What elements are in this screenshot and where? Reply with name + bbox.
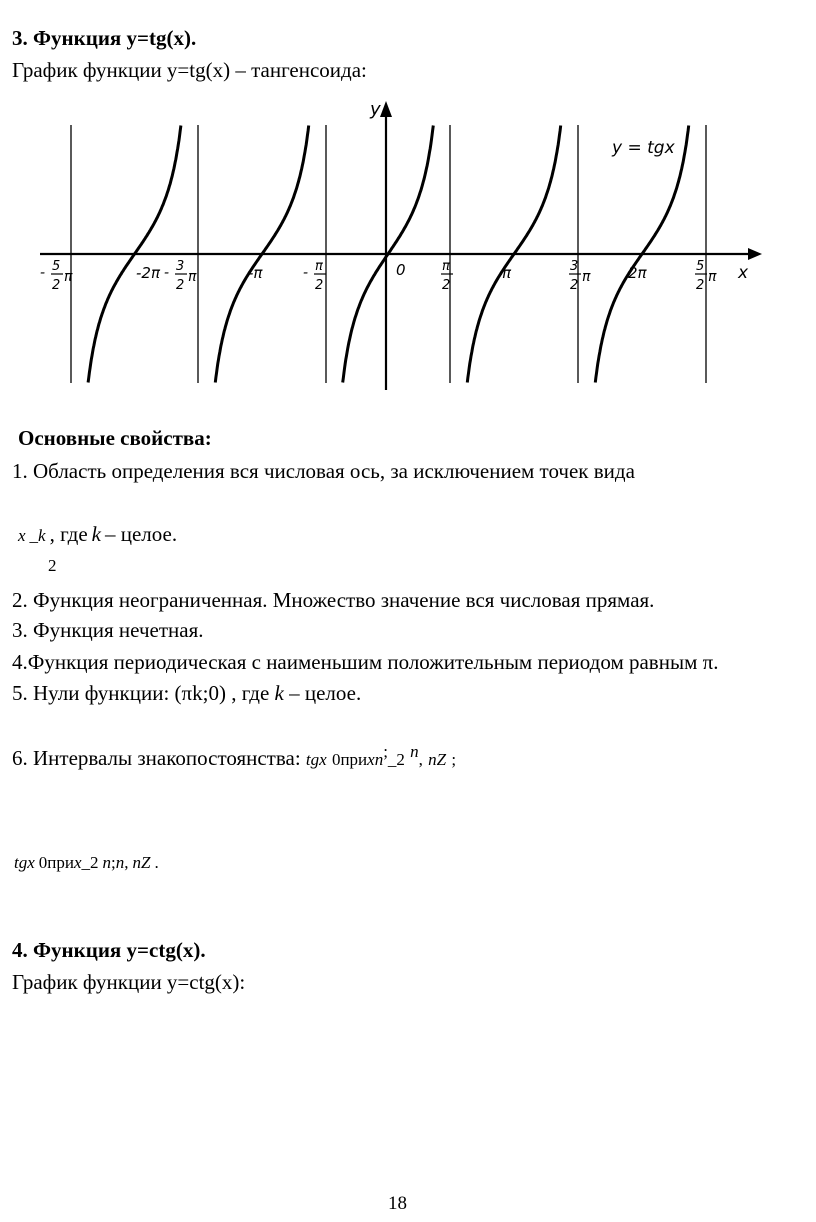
formula-n: n (428, 750, 437, 769)
property-5-text-end: – целое. (289, 681, 362, 705)
property-5-k: k (274, 681, 284, 705)
formula-tgx: tgx (305, 750, 327, 769)
formula-domain (18, 522, 177, 547)
y-axis-label: y (370, 99, 381, 120)
tick-label: 2π (628, 264, 647, 282)
formula-text: ; (451, 750, 457, 769)
formula-tgx: tgx (14, 853, 35, 872)
property-1: 1. Область определения вся числовая ось, за исключением точек вида (12, 459, 635, 483)
tick-label: -2π (136, 264, 160, 282)
fraction-part: π (708, 269, 717, 285)
property-5-text: 5. Нули функции: (πk;0) , где (12, 681, 270, 705)
x-axis-arrow (748, 248, 762, 260)
fraction-part: 2 (176, 278, 185, 293)
fraction-tick-label (441, 259, 453, 293)
formula-x: x (18, 526, 26, 545)
fraction-part: 2 (570, 278, 579, 293)
x-axis-label: x (738, 263, 749, 283)
fraction-part: - (164, 265, 170, 281)
tangent-graph (30, 95, 770, 395)
fraction-part: π (64, 269, 73, 285)
fraction-bar: _ (29, 526, 39, 545)
fraction-tick-label (569, 259, 591, 293)
section4-intro: График функции y=ctg(x): (12, 970, 246, 994)
fraction-part: - (40, 265, 46, 281)
function-label: y = tgx (612, 138, 675, 158)
property-6 (12, 742, 457, 771)
tick-label: π (502, 264, 512, 282)
section4-heading: 4. Функция y=ctg(x). (12, 938, 206, 962)
formula-text: , где (49, 522, 88, 546)
formula-n: n (115, 853, 125, 872)
formula-text: , (124, 853, 129, 872)
formula-text: _2 (81, 853, 99, 872)
fraction-part: 2 (442, 278, 451, 293)
formula-Z: Z (141, 853, 151, 872)
fraction-tick-label (40, 259, 73, 293)
fraction-part: 5 (696, 259, 705, 274)
page-number: 18 (388, 1193, 407, 1214)
formula-text: 0при (331, 750, 368, 769)
origin-label: 0 (396, 261, 406, 279)
formula-Z: Z (436, 750, 447, 769)
fraction-part: - (303, 265, 309, 281)
formula-x: x (367, 750, 375, 769)
formula-n: n (102, 853, 112, 872)
fraction-tick-label (303, 259, 326, 293)
property-3: 3. Функция нечетная. (12, 618, 204, 642)
formula-n: n (374, 750, 384, 769)
property-6-text: 6. Интервалы знакопостоянства: (12, 746, 301, 770)
fraction-part: 2 (696, 278, 705, 293)
tick-labels (40, 259, 717, 293)
formula-n: n (132, 853, 142, 872)
fraction-part: π (315, 259, 323, 274)
property-4: 4.Функция периодическая с наименьшим положительным периодом равным π. (12, 650, 719, 674)
formula-text: , (418, 750, 423, 769)
fraction-part: 3 (176, 259, 185, 274)
formula-text: . (154, 853, 159, 872)
formula-k: k (38, 526, 46, 545)
formula-denominator: 2 (48, 556, 57, 575)
formula-text: ; (111, 853, 116, 872)
y-axis-arrow (380, 101, 392, 117)
formula-text: _2 (387, 750, 405, 769)
property-5 (12, 681, 361, 706)
section3-heading: 3. Функция y=tg(x). (12, 26, 197, 50)
properties-heading: Основные свойства: (18, 426, 212, 450)
fraction-tick-label (164, 259, 197, 293)
property-6-negative (14, 853, 159, 873)
formula-text: 0при (38, 853, 74, 872)
formula-text: ; (383, 742, 388, 761)
fraction-part: 3 (570, 259, 579, 274)
fraction-part: π (582, 269, 591, 285)
formula-text: – целое. (105, 522, 178, 546)
formula-n: n (410, 742, 419, 761)
section3-intro: График функции y=tg(x) – тангенсоида: (12, 58, 367, 82)
fraction-part: π (442, 259, 450, 274)
formula-x: x (73, 853, 82, 872)
fraction-part: 2 (52, 278, 61, 293)
fraction-part: 2 (315, 278, 324, 293)
fraction-part: 5 (52, 259, 61, 274)
tick-label: -π (248, 264, 263, 282)
formula-k: k (91, 522, 101, 546)
fraction-part: π (188, 269, 197, 285)
property-2: 2. Функция неограниченная. Множество значение вся числовая прямая. (12, 588, 655, 612)
